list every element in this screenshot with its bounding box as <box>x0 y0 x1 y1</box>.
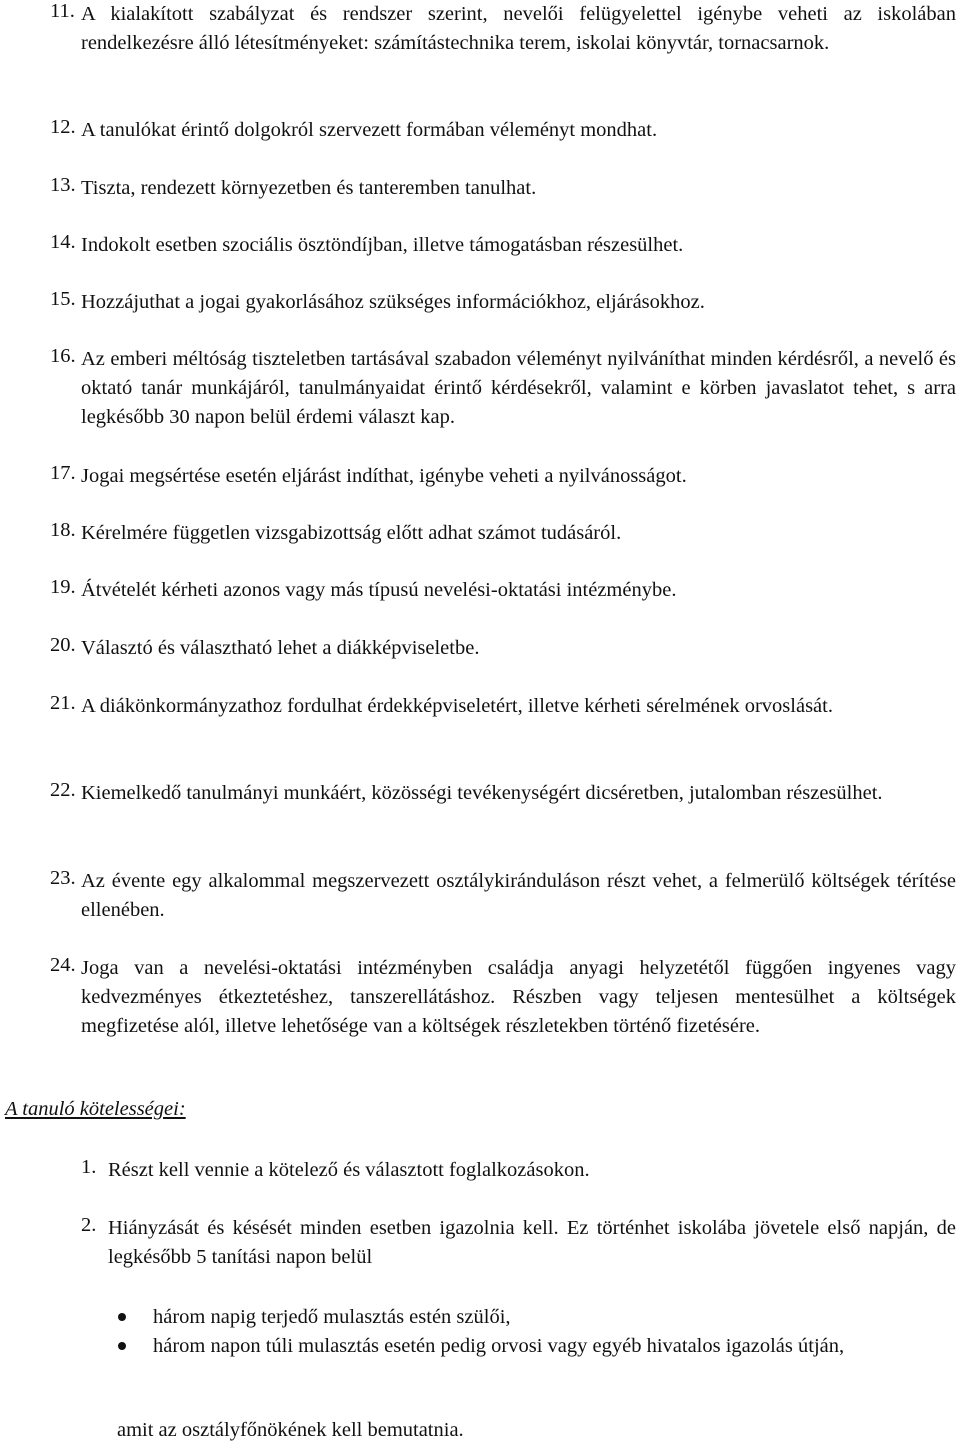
item-text: Az évente egy alkalommal megszervezett osztálykiránduláson részt vehet, a felmerülő költségek térítése ellenében. <box>81 870 956 921</box>
item-text: Jogai megsértése esetén eljárást indíthat, igénybe veheti a nyilvánosságot. <box>81 465 687 487</box>
item-number: 22. <box>50 779 76 801</box>
item-number: 11. <box>50 0 75 22</box>
item-number: 14. <box>50 231 76 253</box>
item-text: Az emberi méltóság tiszteletben tartásával szabadon véleményt nyilváníthat minden kérdésről, a nevelő és oktató tanár munkájáról, tanulmányaidat érintő kérdésekről, valamint e körben javaslatot tehet, s arra legkésőbb 30 napon belül érdemi választ kap. <box>81 348 956 428</box>
item-number: 24. <box>50 954 76 976</box>
item-number: 23. <box>50 867 76 889</box>
section-heading-duties: A tanuló kötelességei: <box>5 1098 186 1120</box>
item-text: Hiányzását és késését minden esetben igazolnia kell. Ez történhet iskolába jövetele első napján, de legkésőbb 5 tanítási napon belül <box>108 1217 956 1268</box>
item-number: 20. <box>50 634 76 656</box>
bullet-dot <box>118 1313 126 1321</box>
item-text: Joga van a nevelési-oktatási intézményben családja anyagi helyzetétől függően ingyenes vagy kedvezményes étkeztetéshez, tanszerellátáshoz. Részben vagy teljesen mentesülhet a költségek megfizetése alól, illetve lehetősége van a költségek részletekben történő fizetésére. <box>81 957 956 1037</box>
item-number: 13. <box>50 174 76 196</box>
item-number: 17. <box>50 462 76 484</box>
item-number: 18. <box>50 519 76 541</box>
item-text: Átvételét kérheti azonos vagy más típusú nevelési-oktatási intézménybe. <box>81 579 677 601</box>
item-number: 21. <box>50 692 76 714</box>
item-text: Kérelmére független vizsgabizottság előtt adhat számot tudásáról. <box>81 522 622 544</box>
item-text: Kiemelkedő tanulmányi munkáért, közösségi tevékenységért dicséretben, jutalomban részesülhet. <box>81 782 883 804</box>
item-text: Hozzájuthat a jogai gyakorlásához szükséges információkhoz, eljárásokhoz. <box>81 291 705 313</box>
item-text: Tiszta, rendezett környezetben és tanteremben tanulhat. <box>81 177 537 199</box>
bullet-text: három napig terjedő mulasztás estén szülői, <box>153 1306 511 1328</box>
item-number: 12. <box>50 116 76 138</box>
item-text: Választó és választható lehet a diákképviseletbe. <box>81 637 480 659</box>
item-number: 2. <box>81 1214 97 1236</box>
item-number: 19. <box>50 576 76 598</box>
item-text: A tanulókat érintő dolgokról szervezett formában véleményt mondhat. <box>81 119 658 141</box>
bullet-dot <box>118 1342 126 1350</box>
item-number: 16. <box>50 345 76 367</box>
item-text: Részt kell vennie a kötelező és választott foglalkozásokon. <box>108 1159 590 1181</box>
item-number: 15. <box>50 288 76 310</box>
item-text: Indokolt esetben szociális ösztöndíjban, illetve támogatásban részesülhet. <box>81 234 684 256</box>
item-text: A kialakított szabályzat és rendszer szerint, nevelői felügyelettel igénybe veheti az iskolában rendelkezésre álló létesítményeket: számítástechnika terem, iskolai könyvtár, tornacsarnok. <box>81 3 956 54</box>
closing-text: amit az osztályfőnökének kell bemutatnia. <box>117 1419 464 1441</box>
bullet-text: három napon túli mulasztás esetén pedig orvosi vagy egyéb hivatalos igazolás útján, <box>153 1335 845 1357</box>
item-text: A diákönkormányzathoz fordulhat érdekképviseletért, illetve kérheti sérelmének orvoslását. <box>81 695 833 717</box>
item-number: 1. <box>81 1156 97 1178</box>
